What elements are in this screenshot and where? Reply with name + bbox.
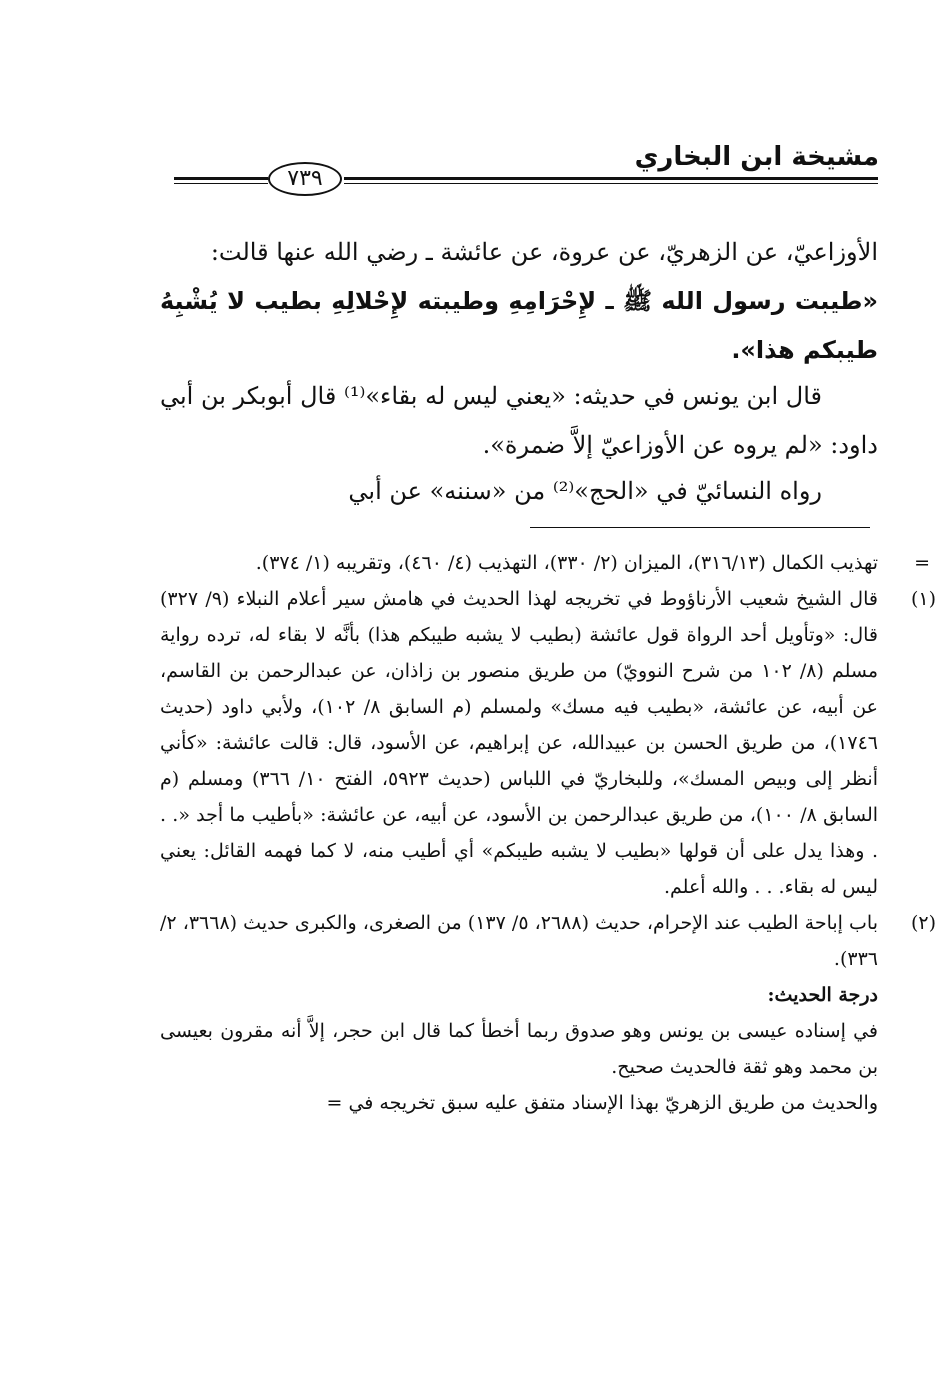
footnote-2-marker: (٢) [910,912,936,934]
hadith-text: «طيبت رسول الله ﷺ ـ لإِحْرَامِهِ وطيبته لإِحْلالِهِ بطيب لا يُشْبِهُ طيبكم هذا». [160,287,878,364]
header-rule-right [344,177,878,180]
header-rule-left [174,177,268,180]
continuation-marker: = [914,552,930,574]
footnote-1-text: قال الشيخ شعيب الأرناؤوط في تخريجه لهذا الحديث في هامش سير أعلام النبلاء (٩/ ٣٢٧) قال: «وتأويل أحد الرواة قول عائشة (بطيب لا يشبه طيبكم هذا) بأنَّه لا بقاء له، ترده رواية مسلم (٨/ ١٠٢ من شرح النوويّ) من طريق منصور بن زاذان، عن عبدالرحمن بن القاسم، عن أبيه، عن عائشة، «بطيب فيه مسك» ولمسلم (م السابق ٨/ ١٠٢)، ولأبي داود (حديث ١٧٤٦)، من طريق الحسن بن عبيدالله، عن إبراهيم، عن الأسود، قال: قالت عائشة: «كأني أنظر إلى وبيص المسك»، وللبخاريّ في اللباس (حديث ٥٩٢٣، الفتح ١٠/ ٣٦٦) ومسلم (م السابق ٨/ ١٠٠)، من طريق عبدالرحمن بن الأسود، عن أبيه، عن عائشة: «بأطيب ما أجد «. . . وهذا يدل على أن قولها «بطيب لا يشبه طيبكم» أي أطيب منه، لا كما فهمه القائل: يعني ليس له بقاء. . . والله أعلم. [160,588,879,898]
footnote-continuation-text: تهذيب الكمال (٣١٦/١٣)، الميزان (٢/ ٣٣٠)، التهذيب (٤/ ٤٦٠)، وتقريبه (١/ ٣٧٤). [255,552,878,574]
footnote-continuation [160,545,930,581]
header-rule-right-thin [344,183,878,184]
footnote-separator [530,527,870,528]
footnotes [160,545,936,1121]
footnote-1 [160,581,936,905]
footnote-2-text: باب إباحة الطيب عند الإحرام، حديث (٢٦٨٨، ٥/ ١٣٧) من الصغرى، والكبرى حديث (٣٦٦٨، ٢/ ٣٣٦). [160,912,878,970]
grade-heading: درجة الحديث: [767,984,878,1006]
final-line: والحديث من طريق الزهريّ بهذا الإسناد متفق عليه سبق تخريجه في = [326,1092,878,1114]
body-line-1: الأوزاعيّ، عن الزهريّ، عن عروة، عن عائشة ـ رضي الله عنها قالت: [210,238,878,266]
main-text-para3 [160,467,878,516]
main-text [160,228,878,375]
running-header-title: مشيخة ابن البخاري [634,142,879,172]
main-text-para2 [160,372,878,470]
body-paragraph-3: رواه النسائيّ في «الحج»⁽²⁾ من «سننه» عن أبي [348,477,822,505]
header-rule-left-thin [174,183,268,184]
footnote-2 [160,905,936,977]
body-paragraph-2: قال ابن يونس في حديثه: «يعني ليس له بقاء»⁽¹⁾ قال أبوبكر بن أبي داود: «لم يروه عن الأوزاعيّ إلاَّ ضمرة». [159,382,878,459]
footnote-1-marker: (١) [910,588,936,610]
grade-text: في إسناده عيسى بن يونس وهو صدوق ربما أخطأ كما قال ابن حجر، إلاَّ أنه مقرون بعيسى بن محمد وهو ثقة فالحديث صحيح. [160,1020,878,1078]
page-number: ٧٣٩ [268,162,342,196]
